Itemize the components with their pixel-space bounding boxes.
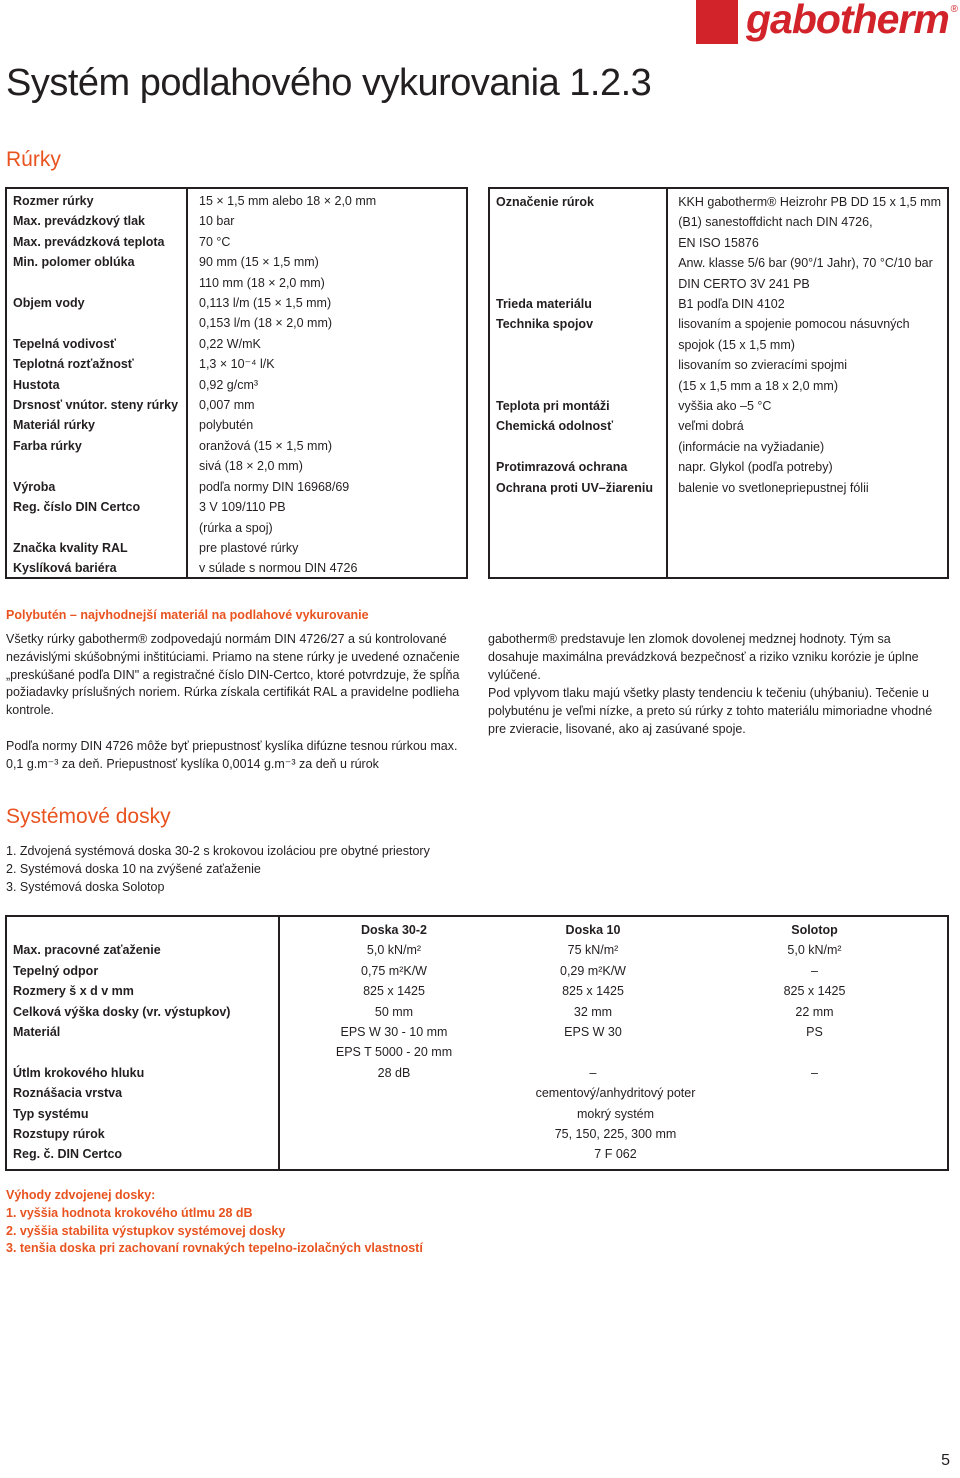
spec-value: 0,92 g/cm³ [199,377,259,392]
board-property-label: Útlm krokového hluku [13,1065,145,1080]
column-header: Solotop [791,923,838,937]
table-row [490,335,947,355]
board-value [682,1042,947,1062]
table-row [490,355,947,375]
spec-label: Reg. číslo DIN Certco [13,500,141,515]
info-label [490,376,664,396]
spec-label: Rozmer rúrky [13,194,94,208]
spec-value: 1,3 × 10⁻⁴ l/K [199,357,275,372]
board-property-label: Roznášacia vrstva [13,1086,123,1101]
table-row [490,457,947,477]
pipes-heading: Rúrky [6,148,61,171]
table-row [7,375,466,395]
spec-label: Drsnosť vnútor. steny rúrky [13,398,179,413]
board-property-label: Tepelný odpor [13,963,99,978]
gabotherm-logo [696,0,960,48]
boards-list [6,843,430,896]
info-label [490,212,664,232]
board-value: 0,75 m²K/W [361,963,427,978]
table-row [490,437,947,457]
paragraph-text: gabotherm® predstavuje len zlomok dovolenej medznej hodnoty. Tým sa dosahuje maximálna prevádzková bezpečnosť a riziko vzniku korózie je úplne vylúčené. [488,632,919,682]
board-value: 825 x 1425 [783,984,846,999]
board-value: 5,0 kN/m² [787,943,842,958]
advantages-heading: Výhody zdvojenej dosky: [6,1188,156,1202]
spec-label: Max. prevádzkový tlak [13,214,146,229]
spec-value: 15 × 1,5 mm alebo 18 × 2,0 mm [199,194,377,208]
board-value: 825 x 1425 [363,984,425,999]
table-row [7,1022,947,1042]
polybutene-right-paragraph-1 [488,631,943,684]
spec-label: Hustota [13,377,60,392]
table-row [7,961,947,981]
advantage-item: 3. tenšia doska pri zachovaní rovnakých tepelno-izolačných vlastností [6,1241,423,1256]
board-shared-value: 75, 150, 225, 300 mm [554,1127,677,1142]
info-label [490,355,664,375]
table-row [7,273,466,293]
info-label [490,274,664,294]
polybutene-heading: Polybutén – najvhodnejší materiál na podlahové vykurovanie [6,608,369,622]
spec-value: 70 °C [199,234,231,249]
advantages-block [6,1187,423,1258]
info-label [490,253,664,273]
info-label [490,335,664,355]
info-label: Ochrana proti UV–žiareniu [496,480,653,495]
board-value: 0,29 m²K/W [560,963,626,978]
spec-value: oranžová (15 × 1,5 mm) [199,438,333,453]
list-item: 3. Systémová doska Solotop [6,879,165,894]
spec-value: 10 bar [199,214,235,229]
info-value: lisovaním so zvieracími spojmi [678,358,848,373]
spec-label [7,518,186,538]
table-row [7,395,466,415]
table-row [7,456,466,476]
spec-label [7,273,186,293]
spec-value: 0,007 mm [199,398,255,413]
table-row [7,940,947,960]
spec-value: sivá (18 × 2,0 mm) [199,459,303,474]
board-value: EPS W 30 [564,1025,622,1040]
spec-label: Objem vody [13,296,85,311]
paragraph-text: Pod vplyvom tlaku majú všetky plasty tendenciu k tečeniu (uhýbaniu). Tečenie u polybuténu je veľmi nízke, a preto sú rúrky z tohto materiálu mimoriadne vhodné pre zvieracie, lisované, ako aj zasúvané spoje. [488,686,933,736]
table-row [7,211,466,231]
info-label: Technika spojov [496,317,594,332]
column-divider [666,189,668,577]
board-property-label: Reg. č. DIN Certco [13,1147,123,1162]
table-header-row [7,920,947,940]
info-value: vyššia ako –5 °C [678,399,772,414]
info-label: Protimrazová ochrana [496,460,628,475]
info-label: Trieda materiálu [496,297,592,312]
info-value: KKH gabotherm® Heizrohr PB DD 15 x 1,5 mm [678,195,941,209]
table-row [490,253,947,273]
board-property-label: Typ systému [13,1106,89,1121]
board-value [504,1042,682,1062]
spec-label [7,313,186,333]
page-number: 5 [941,1452,950,1469]
board-value: 75 kN/m² [567,943,619,958]
spec-label: Kyslíková bariéra [13,561,117,576]
board-value: 28 dB [377,1065,411,1080]
table-row [7,1144,947,1164]
column-divider [278,917,280,1169]
info-value: EN ISO 15876 [678,235,759,250]
table-row [7,518,466,538]
table-row [7,415,466,435]
board-value: EPS T 5000 - 20 mm [335,1045,453,1060]
column-header: Doska 10 [565,923,621,937]
logo-wordmark: gabotherm [746,0,949,42]
spec-label: Tepelná vodivosť [13,336,117,351]
paragraph-text: Podľa normy DIN 4726 môže byť priepustnosť kyslíka difúzne tesnou rúrkou max. 0,1 g.m⁻³ za deň. Priepustnosť kyslíka 0,0014 g.m⁻³ za deň u rúrok [6,739,458,771]
table-row [490,416,947,436]
table-row [7,354,466,374]
info-value: balenie vo svetlonepriepustnej fólii [678,480,869,495]
spec-value: podľa normy DIN 16968/69 [199,479,350,494]
spec-value: (rúrka a spoj) [199,520,273,535]
info-label [490,437,664,457]
table-row [7,436,466,456]
info-value: (B1) sanestoffdicht nach DIN 4726, [678,215,873,230]
paragraph-text: Všetky rúrky gabotherm® zodpovedajú normám DIN 4726/27 a sú kontrolované nezávislými skúšobnými inštitúciami. Priamo na stene rúrky je uvedené označenie „preskúšané podľa DIN" a registračné číslo DIN-Certco, ktoré potvrdzuje, že spĺňa požiadavky príslušných noriem. Rúrka získala certifikát RAL a pravidelne podlieha kontrole. [6,632,460,718]
board-value: – [811,963,818,978]
column-header: Doska 30-2 [360,923,427,937]
table-row [7,1042,947,1062]
board-shared-value: mokrý systém [576,1106,655,1121]
spec-value: 110 mm (18 × 2,0 mm) [199,275,325,290]
list-item: 1. Zdvojená systémová doska 30-2 s krokovou izoláciou pre obytné priestory [6,844,430,858]
info-value: B1 podľa DIN 4102 [678,297,785,312]
table-row [490,294,947,314]
spec-value: 0,153 l/m (18 × 2,0 mm) [199,316,333,331]
spec-label: Min. polomer oblúka [13,255,135,270]
board-value: EPS W 30 - 10 mm [340,1025,448,1040]
info-value: (informácie na vyžiadanie) [678,439,825,454]
spec-label: Farba rúrky [13,438,82,453]
table-row [7,497,466,517]
info-label: Označenie rúrok [496,195,594,209]
board-value: – [811,1065,818,1080]
board-property-label: Rozmery š x d v mm [13,984,134,999]
table-row [490,376,947,396]
table-row [490,396,947,416]
advantage-item: 2. vyššia stabilita výstupkov systémovej dosky [6,1223,286,1238]
board-value: 32 mm [573,1004,613,1019]
spec-value: 0,113 l/m (15 × 1,5 mm) [199,296,332,311]
table-row [490,274,947,294]
table-row [7,191,466,211]
info-value: spojok (15 x 1,5 mm) [678,337,795,352]
board-value: 22 mm [795,1004,834,1019]
page-title: Systém podlahového vykurovania 1.2.3 [6,62,652,104]
board-value: PS [806,1025,823,1040]
board-shared-value: 7 F 062 [594,1147,637,1162]
table-row [7,232,466,252]
table-row [7,981,947,1001]
table-row [7,313,466,333]
spec-label: Max. prevádzková teplota [13,234,165,249]
spec-value: 90 mm (15 × 1,5 mm) [199,255,319,270]
table-row [7,477,466,497]
board-value: – [589,1065,597,1080]
spec-label: Značka kvality RAL [13,540,128,555]
table-row [7,1124,947,1144]
spec-label: Teplotná rozťažnosť [13,357,134,372]
spec-value: v súlade s normou DIN 4726 [199,561,358,576]
polybutene-left-paragraph-2 [6,738,471,774]
info-label [490,233,664,253]
board-value: 825 x 1425 [562,984,624,999]
logo-mark-icon [696,0,738,44]
spec-label: Materiál rúrky [13,418,95,433]
spec-value: pre plastové rúrky [199,540,299,555]
info-value: (15 x 1,5 mm a 18 x 2,0 mm) [678,378,838,393]
table-row [7,1083,947,1103]
table-row [7,293,466,313]
spec-value: polybutén [199,418,254,433]
pipe-spec-table [5,187,468,579]
spec-label: Výroba [13,479,56,494]
info-value: Anw. klasse 5/6 bar (90°/1 Jahr), 70 °C/10 bar [678,256,933,271]
pipe-info-table [488,187,949,579]
spec-value: 3 V 109/110 PB [199,500,286,515]
info-value: veľmi dobrá [678,419,744,434]
board-property-label: Celková výška dosky (vr. výstupkov) [13,1004,231,1019]
info-value: DIN CERTO 3V 241 PB [678,276,810,291]
info-value: lisovaním a spojenie pomocou násuvných [678,317,910,332]
boards-heading: Systémové dosky [6,805,171,828]
board-value: 5,0 kN/m² [366,943,422,958]
board-property-label [7,1042,284,1062]
info-label: Teplota pri montáži [496,399,610,414]
board-property-label: Materiál [13,1025,61,1040]
table-row [7,334,466,354]
board-value: 50 mm [374,1004,414,1019]
table-row [7,252,466,272]
spec-label [7,456,186,476]
board-shared-value: cementový/anhydritový poter [535,1086,696,1101]
logo-registered-mark: ® [950,4,958,15]
polybutene-left-paragraph-1 [6,631,471,720]
board-property-label: Rozstupy rúrok [13,1127,105,1142]
table-row [7,558,466,578]
table-row [7,1063,947,1083]
list-item: 2. Systémová doska 10 na zvýšené zaťaženie [6,861,261,876]
board-property-label: Max. pracovné zaťaženie [13,943,161,958]
info-value: napr. Glykol (podľa potreby) [678,460,833,475]
table-row [7,538,466,558]
info-label: Chemická odolnosť [496,419,614,434]
table-row [7,1104,947,1124]
table-row [7,1002,947,1022]
spec-value: 0,22 W/mK [199,336,261,351]
boards-table [5,915,949,1171]
table-row [490,478,947,498]
polybutene-right-paragraph-2 [488,685,943,738]
table-row [490,212,947,232]
column-divider [186,189,188,577]
advantage-item: 1. vyššia hodnota krokového útlmu 28 dB [6,1205,253,1220]
table-row [490,314,947,334]
table-row [490,192,947,212]
table-row [490,233,947,253]
header-blank [7,920,284,940]
